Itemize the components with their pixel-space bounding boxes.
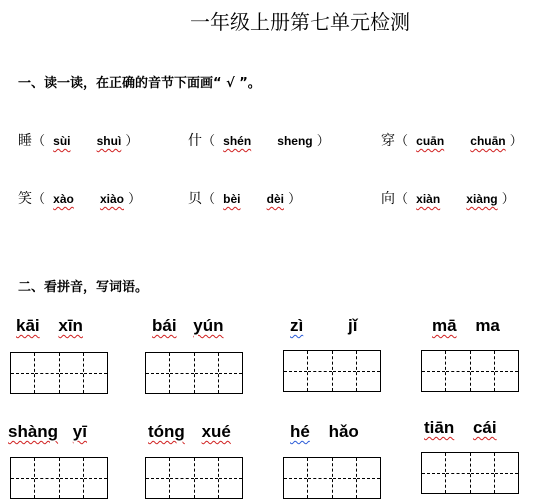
section2-heading: 二、看拼音，写词语。	[18, 280, 149, 295]
grid-cell[interactable]	[195, 458, 219, 498]
grid-cell[interactable]	[170, 353, 194, 393]
grid-cell[interactable]	[333, 351, 357, 391]
pinyin-syllable: ma	[475, 316, 500, 335]
question-char: 穿	[381, 133, 395, 149]
pinyin-option-a[interactable]: sùi	[53, 134, 71, 148]
pinyin-option-a[interactable]: cuān	[416, 134, 445, 148]
grid-cell[interactable]	[495, 453, 518, 493]
grid-cell[interactable]	[495, 351, 518, 391]
pinyin-syllable: xué	[201, 422, 231, 441]
question-item: 什（ shén sheng ）	[188, 133, 330, 149]
writing-grid[interactable]	[283, 350, 381, 392]
grid-cell[interactable]	[357, 351, 380, 391]
question-item: 睡（ sùi shuì ）	[18, 133, 139, 149]
question-char: 贝	[188, 191, 202, 207]
pinyin-syllable: bái	[152, 316, 177, 335]
writing-grid[interactable]	[145, 352, 243, 394]
pinyin-syllable: kāi	[16, 316, 40, 335]
grid-cell[interactable]	[333, 458, 357, 498]
pinyin-option-b[interactable]: sheng	[277, 134, 313, 148]
pinyin-option-a[interactable]: bèi	[223, 192, 241, 206]
word-pinyin	[8, 422, 87, 442]
grid-cell[interactable]	[84, 353, 107, 393]
writing-grid[interactable]	[421, 452, 519, 494]
word-pinyin	[16, 316, 83, 336]
word-pinyin	[432, 316, 500, 336]
pinyin-syllable: tiān	[424, 418, 455, 437]
grid-cell[interactable]	[11, 353, 35, 393]
grid-cell[interactable]	[308, 458, 332, 498]
grid-cell[interactable]	[471, 351, 495, 391]
grid-cell[interactable]	[284, 458, 308, 498]
question-char: 什	[188, 133, 202, 149]
word-pinyin	[290, 316, 357, 336]
word-pinyin	[148, 422, 231, 442]
grid-cell[interactable]	[84, 458, 107, 498]
grid-cell[interactable]	[219, 353, 242, 393]
question-char: 向	[381, 191, 395, 207]
grid-cell[interactable]	[60, 353, 84, 393]
pinyin-option-a[interactable]: xào	[53, 192, 74, 206]
writing-grid[interactable]	[283, 457, 381, 499]
question-item: 向（ xiàn xiàng ）	[381, 191, 515, 207]
writing-grid[interactable]	[10, 457, 108, 499]
pinyin-option-b[interactable]: shuì	[96, 134, 122, 148]
grid-cell[interactable]	[471, 453, 495, 493]
pinyin-option-b[interactable]: dèi	[266, 192, 284, 206]
pinyin-syllable: yī	[72, 422, 87, 441]
pinyin-syllable: hǎo	[328, 422, 359, 441]
pinyin-syllable: zì	[290, 316, 304, 335]
pinyin-syllable: hé	[290, 422, 310, 441]
writing-grid[interactable]	[421, 350, 519, 392]
question-item: 笑（ xào xiào ）	[18, 191, 142, 207]
grid-cell[interactable]	[219, 458, 242, 498]
grid-cell[interactable]	[11, 458, 35, 498]
pinyin-option-b[interactable]: xiàng	[466, 192, 498, 206]
writing-grid[interactable]	[10, 352, 108, 394]
pinyin-syllable: mā	[432, 316, 457, 335]
grid-cell[interactable]	[35, 353, 59, 393]
pinyin-syllable: jǐ	[347, 316, 358, 335]
question-char: 笑	[18, 191, 32, 207]
grid-cell[interactable]	[446, 351, 470, 391]
pinyin-syllable: tóng	[148, 422, 185, 441]
grid-cell[interactable]	[308, 351, 332, 391]
question-item: 贝（ bèi dèi ）	[188, 191, 302, 207]
pinyin-option-b[interactable]: chuān	[470, 134, 506, 148]
page-title: 一年级上册第七单元检测	[190, 10, 410, 34]
pinyin-syllable: yún	[193, 316, 224, 335]
pinyin-option-b[interactable]: xiào	[99, 192, 124, 206]
grid-cell[interactable]	[446, 453, 470, 493]
pinyin-syllable: cái	[472, 418, 497, 437]
grid-cell[interactable]	[422, 453, 446, 493]
grid-cell[interactable]	[60, 458, 84, 498]
question-item: 穿（ cuān chuān ）	[381, 133, 523, 149]
grid-cell[interactable]	[146, 353, 170, 393]
writing-grid[interactable]	[145, 457, 243, 499]
grid-cell[interactable]	[170, 458, 194, 498]
section1-heading: 一、读一读，在正确的音节下面画“ √ ”。	[18, 76, 261, 91]
word-pinyin	[290, 422, 359, 442]
pinyin-option-a[interactable]: shén	[223, 134, 252, 148]
grid-cell[interactable]	[284, 351, 308, 391]
pinyin-option-a[interactable]: xiàn	[416, 192, 441, 206]
word-pinyin	[424, 418, 497, 438]
word-pinyin	[152, 316, 224, 336]
pinyin-syllable: shàng	[8, 422, 59, 441]
question-char: 睡	[18, 133, 32, 149]
grid-cell[interactable]	[357, 458, 380, 498]
grid-cell[interactable]	[422, 351, 446, 391]
grid-cell[interactable]	[35, 458, 59, 498]
grid-cell[interactable]	[195, 353, 219, 393]
grid-cell[interactable]	[146, 458, 170, 498]
pinyin-syllable: xīn	[58, 316, 83, 335]
